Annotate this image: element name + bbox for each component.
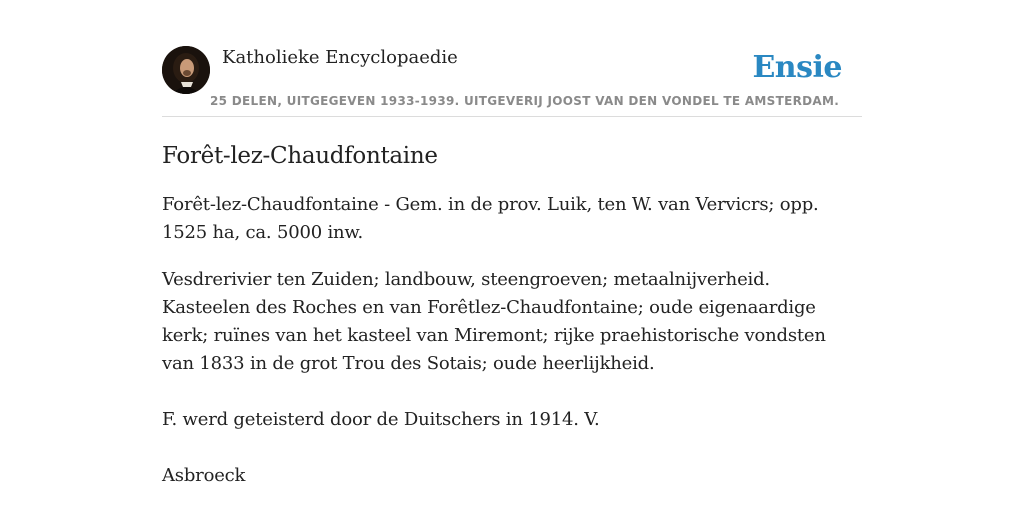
ensie-logo-link[interactable]: Ensie [752, 50, 842, 85]
article-body [162, 191, 862, 490]
paragraph-description [162, 266, 862, 490]
source-header [162, 46, 862, 117]
article-title: Forêt-lez-Chaudfontaine [162, 143, 438, 169]
paragraph-spacer [162, 378, 862, 406]
paragraph-spacer [162, 434, 862, 462]
source-subtitle: 25 DELEN, UITGEGEVEN 1933-1939. UITGEVERIJ JOOST VAN DEN VONDEL TE AMSTERDAM. [210, 94, 840, 108]
page [162, 46, 862, 509]
article-author: Asbroeck [162, 465, 246, 486]
source-avatar[interactable] [162, 46, 210, 94]
source-title[interactable]: Katholieke Encyclopaedie [222, 47, 458, 68]
paragraph-definition: Forêt-lez-Chaudfontaine - Gem. in de prov. Luik, ten W. van Vervicrs; opp. 1525 ha, ca. 5000 inw. [162, 194, 819, 243]
paragraph-history: F. werd geteisterd door de Duitschers in 1914. V. [162, 409, 600, 430]
paragraph-description-text: Vesdrerivier ten Zuiden; landbouw, steengroeven; metaalnijverheid. Kasteelen des Roches en van Forêtlez-Chaudfontaine; oude eigenaardige kerk; ruïnes van het kasteel van Miremont; rijke praehistorische vondsten van 1833 in de grot Trou des Sotais; oude heerlijkheid. [162, 269, 826, 374]
portrait-icon [162, 46, 210, 94]
